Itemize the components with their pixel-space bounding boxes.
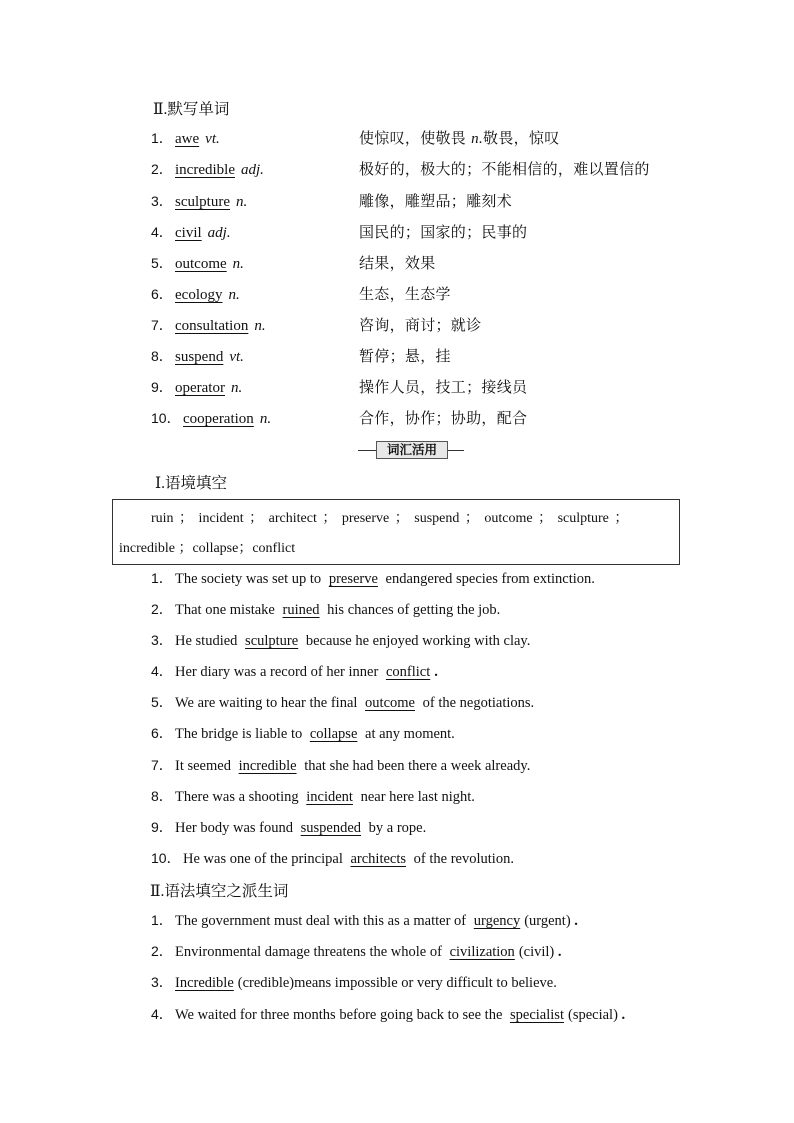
vocab-item: 3． sculpture n. 雕像，雕塑品；雕刻术 [151, 192, 513, 210]
vocab-meaning: 结果，效果 [359, 254, 436, 272]
fill-answer: preserve [328, 571, 378, 587]
fill-item: 3． He studied sculpture because he enjoyed working with clay. [151, 632, 531, 649]
fill-answer: incredible [238, 758, 297, 774]
vocab-answer: operator [175, 380, 225, 396]
fill-answer: ruined [282, 602, 320, 618]
fill-item: 1． The society was set up to preserve endangered species from extinction. [151, 570, 595, 587]
fill-item: 10． He was one of the principal architects of the revolution. [151, 850, 514, 867]
vocab-meaning: 极好的，极大的；不能相信的，难以置信的 [359, 160, 650, 178]
vocab-meaning: 咨询，商讨；就诊 [359, 316, 482, 334]
vocab-item: 8． suspend vt. 暂停；悬，挂 [151, 347, 451, 365]
vocab-answer: consultation [175, 318, 249, 334]
fill-answer: suspended [300, 820, 362, 836]
section-title-spelling: Ⅱ.默写单词 [153, 101, 230, 118]
vocab-item: 7． consultation n. 咨询，商讨；就诊 [151, 316, 482, 334]
vocab-answer: suspend [175, 349, 224, 365]
vocab-item: 10． cooperation n. 合作，协作；协助，配合 [151, 409, 528, 427]
fill-item: 4． Her diary was a record of her inner conflict . [151, 663, 438, 680]
vocab-answer: ecology [175, 287, 223, 303]
fill-item: 5． We are waiting to hear the final outcome of the negotiations. [151, 694, 535, 711]
vocab-item: 9． operator n. 操作人员，技工；接线员 [151, 378, 528, 396]
vocab-answer: outcome [175, 256, 227, 272]
vocab-meaning: 合作，协作；协助，配合 [359, 409, 528, 427]
derive-answer: civilization [449, 944, 515, 960]
vocab-answer: incredible [175, 162, 235, 178]
vocab-meaning: 雕像，雕塑品；雕刻术 [359, 192, 513, 210]
derive-answer: Incredible [175, 975, 234, 991]
vocab-meaning: 操作人员，技工；接线员 [359, 378, 528, 396]
vocab-item: 5． outcome n. 结果，效果 [151, 254, 436, 272]
fill-item: 7． It seemed incredible that she had been there a week already. [151, 757, 531, 774]
vocab-item: 1． awe vt. 使惊叹，使敬畏 n.敬畏，惊叹 [151, 129, 560, 147]
fill-answer: conflict [385, 664, 431, 680]
word-bank-line: incredible ；collapse；conflict [119, 541, 296, 556]
fill-item: 8． There was a shooting incident near here last night. [151, 788, 475, 805]
vocab-answer: cooperation [183, 411, 254, 427]
vocab-answer: awe [175, 131, 200, 147]
banner-divider [448, 450, 464, 451]
word-bank-box [112, 499, 680, 565]
fill-item: 9． Her body was found suspended by a rope. [151, 819, 427, 836]
vocab-meaning: 暂停；悬，挂 [359, 347, 451, 365]
derive-item: 2． Environmental damage threatens the whole of civilization (civil) . [151, 943, 562, 960]
fill-item: 6． The bridge is liable to collapse at any moment. [151, 725, 455, 742]
section-title-context-fill: Ⅰ.语境填空 [155, 475, 227, 492]
derive-item: 1． The government must deal with this as a matter of urgency (urgent) . [151, 912, 578, 929]
vocab-item: 2． incredible adj. 极好的，极大的；不能相信的，难以置信的 [151, 160, 650, 178]
section-banner [358, 440, 464, 460]
section-title-derivatives: Ⅱ.语法填空之派生词 [150, 883, 289, 900]
fill-answer: architects [350, 851, 407, 867]
fill-answer: sculpture [245, 633, 299, 649]
fill-item: 2． That one mistake ruined his chances of getting the job. [151, 601, 501, 618]
fill-answer: incident [306, 789, 353, 805]
vocab-item: 4． civil adj. 国民的；国家的；民事的 [151, 223, 528, 241]
banner-label: 词汇活用 [376, 441, 448, 459]
fill-answer: outcome [365, 695, 415, 711]
vocab-item: 6． ecology n. 生态，生态学 [151, 285, 451, 303]
derive-item: 4． We waited for three months before going back to see the specialist (special) . [151, 1006, 626, 1023]
vocab-meaning: 国民的；国家的；民事的 [359, 223, 528, 241]
fill-answer: collapse [309, 726, 358, 742]
derive-answer: specialist [510, 1007, 564, 1023]
word-bank-line: ruin ； incident ； architect ； preserve ； suspend ； outcome ； sculpture ； [151, 511, 629, 526]
vocab-meaning: 生态，生态学 [359, 285, 451, 303]
vocab-answer: sculpture [175, 194, 230, 210]
derive-item: 3． Incredible (credible)means impossible or very difficult to believe. [151, 974, 557, 991]
banner-divider [358, 450, 376, 451]
derive-answer: urgency [473, 913, 521, 929]
vocab-meaning: 使惊叹，使敬畏 n.敬畏，惊叹 [359, 129, 560, 147]
vocab-answer: civil [175, 225, 202, 241]
